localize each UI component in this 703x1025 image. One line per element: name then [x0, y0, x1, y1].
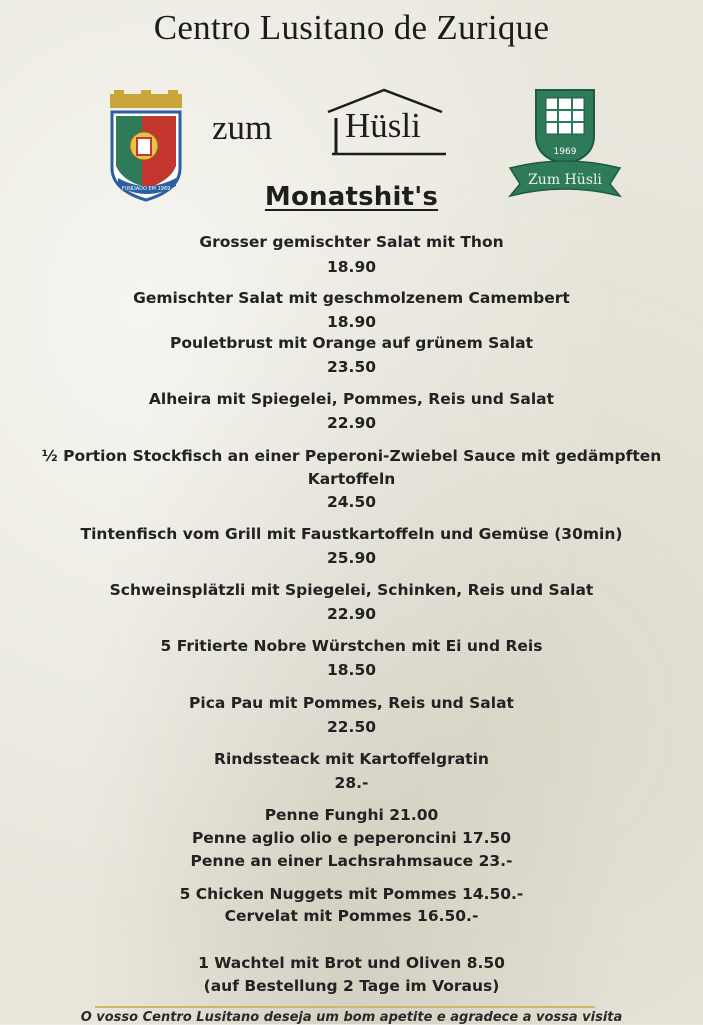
special-item-note: (auf Bestellung 2 Tage im Voraus)	[203, 977, 500, 995]
menu-item-name-continued: Kartoffeln	[307, 470, 396, 488]
menu-title: Monatshit's	[264, 182, 439, 212]
restaurant-title: Centro Lusitano de Zurique	[153, 8, 550, 47]
crest-ribbon-text: FUNDADO EM 1969	[121, 186, 171, 192]
pasta-item: Penne aglio olio e peperoncini 17.50	[191, 829, 512, 847]
menu-item-price: 25.90	[326, 549, 377, 567]
badge-text: Zum Hüsli	[528, 172, 602, 188]
badge-year: 1969	[553, 147, 577, 157]
menu-item-price: 18.90	[326, 258, 377, 276]
menu-item-name: Gemischter Salat mit geschmolzenem Camembert	[133, 289, 570, 307]
menu-item-price: 18.50	[326, 661, 377, 679]
menu-item-price: 22.50	[326, 718, 377, 736]
menu-item-name: Alheira mit Spiegelei, Pommes, Reis und Salat	[148, 390, 555, 408]
menu-item-price: 22.90	[326, 414, 377, 432]
menu-item-price: 28.-	[334, 774, 369, 792]
menu-item-name: Tintenfisch vom Grill mit Faustkartoffeln und Gemüse (30min)	[80, 525, 623, 543]
menu-item-name: Grosser gemischter Salat mit Thon	[199, 233, 504, 251]
menu-item-price: 24.50	[326, 493, 377, 511]
snack-item: 5 Chicken Nuggets mit Pommes 14.50.-	[179, 885, 524, 903]
snack-item: Cervelat mit Pommes 16.50.-	[224, 907, 479, 925]
menu-item-name: Pouletbrust mit Orange auf grünem Salat	[170, 334, 533, 352]
menu-item-price: 22.90	[326, 605, 377, 623]
husli-label: Hüsli	[345, 106, 421, 145]
footer-message: O vosso Centro Lusitano deseja um bom apetite e agradece a vossa visita	[80, 1010, 623, 1025]
menu-item-name: Schweinsplätzli mit Spiegelei, Schinken, Reis und Salat	[109, 581, 594, 599]
menu-item-name: Pica Pau mit Pommes, Reis und Salat	[189, 694, 514, 712]
pasta-item: Penne an einer Lachsrahmsauce 23.-	[190, 852, 513, 870]
menu-item-name: Rindssteack mit Kartoffelgratin	[214, 750, 489, 768]
menu-item-name: ½ Portion Stockfisch an einer Peperoni-Zwiebel Sauce mit gedämpften	[41, 447, 662, 465]
pasta-item: Penne Funghi 21.00	[264, 806, 439, 824]
special-item: 1 Wachtel mit Brot und Oliven 8.50	[198, 954, 505, 972]
menu-item-price: 23.50	[326, 358, 377, 376]
footer-divider	[95, 1006, 595, 1008]
menu-item-price: 18.90	[326, 313, 377, 331]
zum-label: zum	[212, 108, 273, 147]
menu-item-name: 5 Fritierte Nobre Würstchen mit Ei und Reis	[160, 637, 543, 655]
